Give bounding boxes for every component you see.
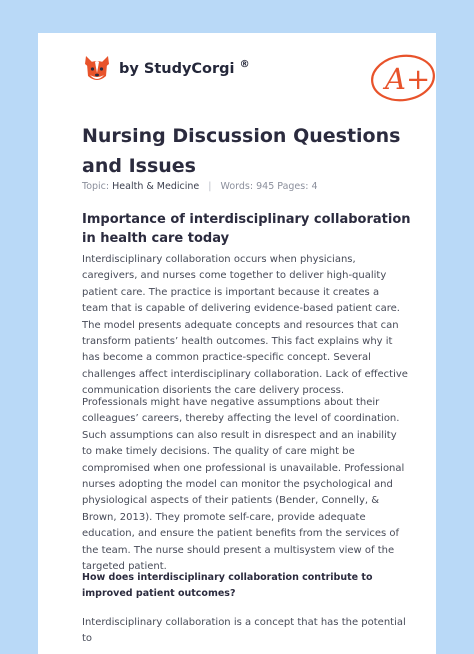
pages-label: Pages:: [277, 181, 309, 192]
paragraph-2: Professionals might have negative assumptions about their colleagues’ careers, thereby affecting the level of coordination. Such assumptions can also result in disrespect and an inability to make timely decisions. The quality of care might be compromised when one professional is unavailable. Professional nurses adopting the model can monitor the psychological and physiological aspects of their patients (Bender, Connelly, & Brown, 2013). They promote self-care, provide adequate education, and ensure the patient benefits from the services of the team. The nurse should present a multisystem view of the targeted patient.: [82, 397, 405, 573]
pages-value: 4: [311, 181, 318, 192]
words-label: Words:: [220, 181, 254, 192]
paragraph-1: Interdisciplinary collaboration occurs when physicians, caregivers, and nurses come together to deliver high-quality patient care. The practice is important because it creates a team that is capable of delivering evidence-based patient care. The model presents adequate concepts and resources that can transform patients’ health outcomes. This fact explains why it has become a common practice-specific concept. Several challenges affect interdisciplinary collaboration. Lack of effective communication disorients the care delivery process.: [82, 254, 408, 397]
topic-label: Topic:: [82, 181, 110, 192]
corgi-logo-icon: [82, 54, 112, 84]
a-plus-grade-icon: [367, 50, 436, 104]
trailing-paragraph: Interdisciplinary collaboration is a concept that has the potential to: [82, 617, 406, 645]
meta-separator: |: [208, 181, 212, 192]
brand-name[interactable]: [119, 59, 250, 77]
header: [82, 54, 431, 108]
words-value: 945: [256, 181, 275, 192]
registered-mark: ®: [239, 59, 250, 70]
document-title: Nursing Discussion Questions and Issues: [82, 125, 401, 177]
grade-text: A+: [385, 62, 431, 96]
topic-value[interactable]: Health & Medicine: [112, 181, 200, 192]
question-heading: How does interdisciplinary collaboration contribute to improved patient outcomes?: [82, 572, 373, 600]
section-heading: Importance of interdisciplinary collaboration in health care today: [82, 212, 411, 246]
document-page: [38, 33, 436, 654]
document-meta: [82, 181, 318, 192]
brand-label: by StudyCorgi: [119, 60, 235, 77]
